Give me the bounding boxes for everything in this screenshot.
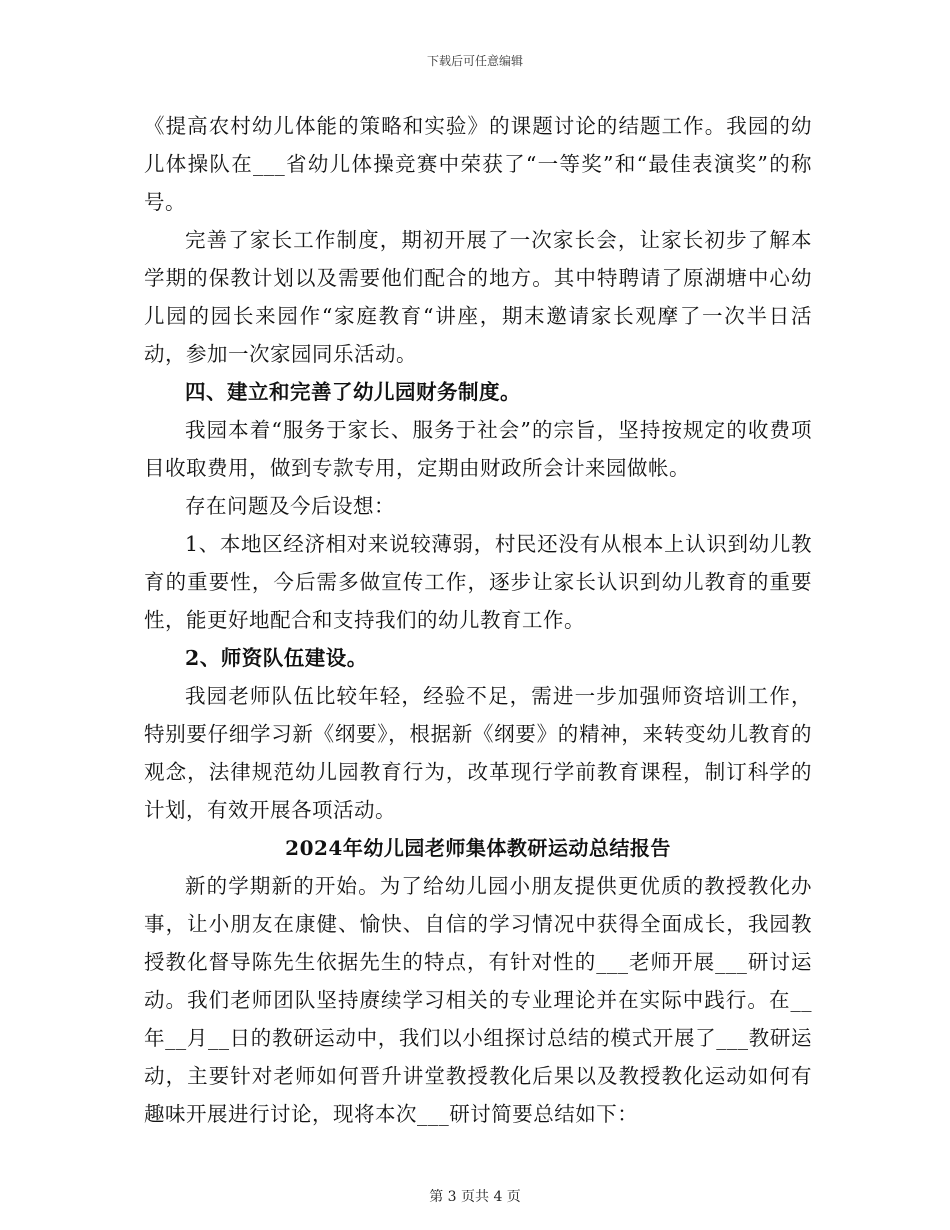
page-header: 下载后可任意编辑: [426, 54, 523, 68]
paragraph-report-intro: 新的学期新的开始。为了给幼儿园小朋友提供更优质的教授教化办事，让小朋友在康健、愉快、自信的学习情况中获得全面成长，我园教授教化督导陈先生依据先生的特点，有针对性的___老师开展___研讨运动。我们老师团队坚持赓续学习相关的专业理论并在实际中践行。在__年__月__日的教研运动中，我们以小组探讨总结的模式开展了___教研运动，主要针对老师如何晋升讲堂教授教化后果以及教授教化运动如何有趣味开展进行讨论，现将本次___研讨简要总结如下：: [144, 874, 812, 1126]
paragraph-problem-1: 1、本地区经济相对来说较薄弱，村民还没有从根本上认识到幼儿教育的重要性，今后需多做宣传工作，逐步让家长认识到幼儿教育的重要性，能更好地配合和支持我们的幼儿教育工作。: [144, 532, 812, 632]
document-body: [144, 107, 812, 1133]
section-heading-teachers: 2、师资队伍建设。: [185, 646, 368, 670]
paragraph-teachers: 我园老师队伍比较年轻，经验不足，需进一步加强师资培训工作，特别要仔细学习新《纲要》，根据新《纲要》的精神，来转变幼儿教育的观念，法律规范幼儿园教育行为，改革现行学前教育课程，制订科学的计划，有效开展各项活动。: [144, 684, 812, 822]
report-title: 2024年幼儿园老师集体教研运动总结报告: [285, 836, 671, 860]
section-heading-finance: 四、建立和完善了幼儿园财务制度。: [185, 380, 521, 404]
paragraph-parent-work: 完善了家长工作制度，期初开展了一次家长会，让家长初步了解本学期的保教计划以及需要他们配合的地方。其中特聘请了原湖塘中心幼儿园的园长来园作“家庭教育“讲座，期末邀请家长观摩了一次半日活动，参加一次家园同乐活动。: [144, 228, 812, 366]
paragraph-research-topic: 《提高农村幼儿体能的策略和实验》的课题讨论的结题工作。我园的幼儿体操队在___省幼儿体操竞赛中荣获了“一等奖”和“最佳表演奖”的称号。: [144, 114, 812, 214]
paragraph-finance: 我园本着“服务于家长、服务于社会”的宗旨，坚持按规定的收费项目收取费用，做到专款专用，定期由财政所会计来园做帐。: [144, 418, 812, 480]
paragraph-problems-intro: 存在问题及今后设想：: [185, 494, 395, 518]
page-number: 第 3 页共 4 页: [429, 1189, 521, 1205]
